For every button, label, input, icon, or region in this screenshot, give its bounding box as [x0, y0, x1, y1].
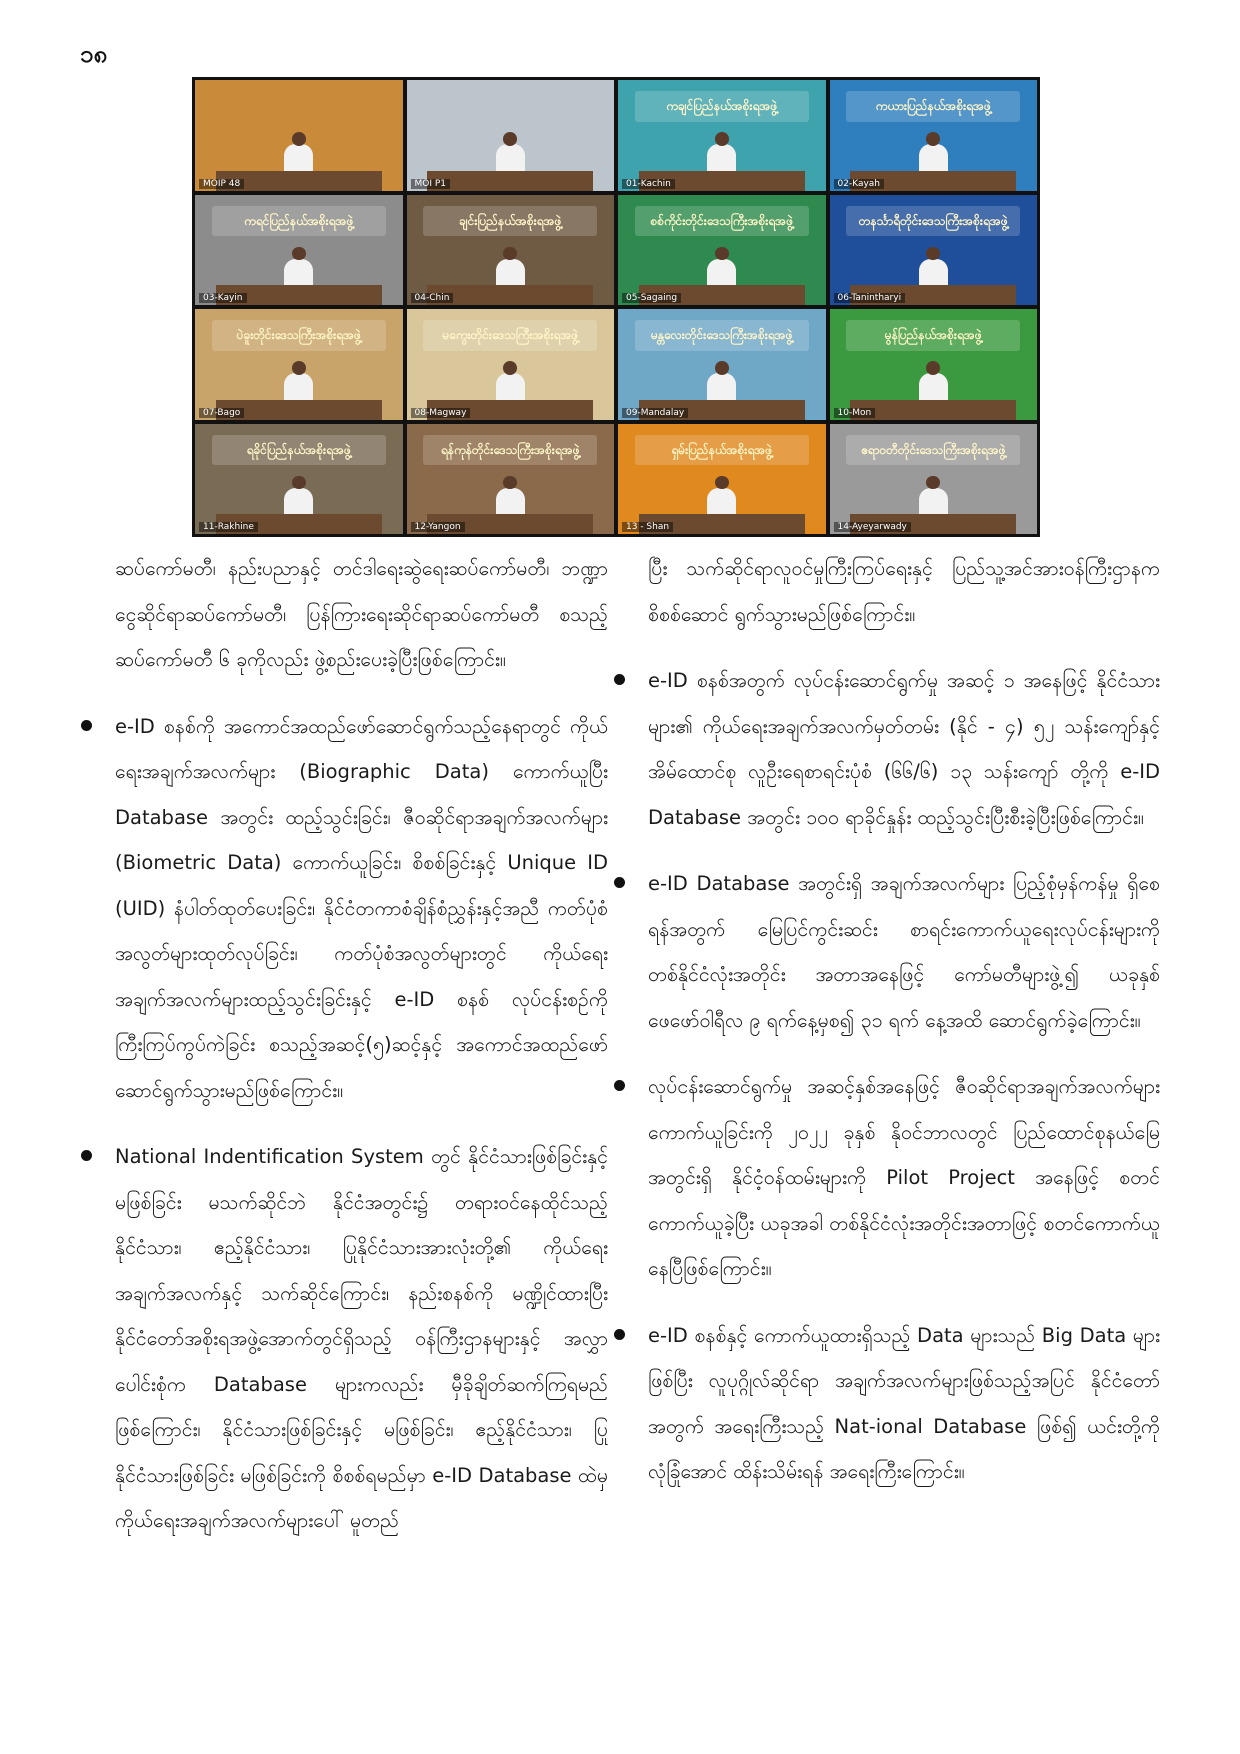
bullet-dot-icon	[614, 877, 625, 888]
tile-caption: 08-Magway	[411, 408, 471, 418]
tile-banner: စစ်ကိုင်းတိုင်းဒေသကြီးအစိုးရအဖွဲ့	[635, 206, 809, 237]
photo-tile	[195, 424, 403, 535]
official-figure-icon	[707, 373, 736, 402]
right-bullet-2	[648, 861, 1160, 1043]
official-figure-icon	[919, 373, 948, 402]
photo-tile	[618, 80, 826, 191]
tile-banner: ဧရာဝတီတိုင်းဒေသကြီးအစိုးရအဖွဲ့	[846, 435, 1020, 466]
tile-caption: 05-Sagaing	[622, 293, 681, 303]
tile-banner: ကရင်ပြည်နယ်အစိုးရအဖွဲ့	[212, 206, 386, 237]
photo-tile	[195, 195, 403, 306]
photo-tile	[618, 424, 826, 535]
tile-caption: 10-Mon	[834, 408, 876, 418]
tile-caption: 11-Rakhine	[199, 522, 258, 532]
tile-banner: ရန်ကုန်တိုင်းဒေသကြီးအစိုးရအဖွဲ့	[423, 435, 597, 466]
tile-caption: 03-Kayin	[199, 293, 247, 303]
tile-caption: MOI P1	[411, 179, 451, 189]
tile-caption: MOIP 48	[199, 179, 244, 189]
tile-banner: တနင်္သာရီတိုင်းဒေသကြီးအစိုးရအဖွဲ့	[846, 206, 1020, 237]
right-continuation-paragraph: ပြီး သက်ဆိုင်ရာလူဝင်မှုကြီးကြပ်ရေးနှင့် ပြည်သူ့အင်အားဝန်ကြီးဌာနက စိစစ်ဆောင် ရွက်သွားမည်ဖြစ်ကြောင်း။	[648, 557, 1160, 626]
bullet-text: e-ID စနစ်ကို အကောင်အထည်ဖော်ဆောင်ရွက်သည့်နေရာတွင် ကိုယ်ရေးအချက်အလက်များ (Biographic Data) ကောက်ယူပြီး Database အတွင်း ထည့်သွင်းခြင်း၊ ဇီဝဆိုင်ရာအချက်အလက်များ (Biometric Data) ကောက်ယူခြင်း၊ စိစစ်ခြင်းနှင့် Unique ID (UID) နံပါတ်ထုတ်ပေးခြင်း၊ နိုင်ငံတကာစံချိန်စံညွှန်းနှင့်အညီ ကတ်ပုံစံအလွတ်များထုတ်လုပ်ခြင်း၊ ကတ်ပုံစံအလွတ်များတွင် ကိုယ်ရေးအချက်အလက်များထည့်သွင်းခြင်းနှင့် e-ID စနစ် လုပ်ငန်းစဉ်ကိုကြီးကြပ်ကွပ်ကဲခြင်း စသည့်အဆင့်(၅)ဆင့်နှင့် အကောင်အထည်ဖော်ဆောင်ရွက်သွားမည်ဖြစ်ကြောင်း။	[115, 714, 608, 1102]
official-figure-icon	[707, 259, 736, 288]
official-figure-icon	[919, 488, 948, 517]
photo-tile	[830, 195, 1038, 306]
official-figure-icon	[284, 488, 313, 517]
bullet-dot-icon	[81, 720, 92, 731]
right-bullet-1	[648, 658, 1160, 840]
official-figure-icon	[284, 144, 313, 173]
tile-caption: 14-Ayeyarwady	[834, 522, 911, 532]
video-conference-photo	[192, 77, 1040, 537]
official-figure-icon	[919, 144, 948, 173]
official-figure-icon	[707, 488, 736, 517]
bullet-text: e-ID Database အတွင်းရှိ အချက်အလက်များ ပြည့်စုံမှန်ကန်မှု ရှိစေရန်အတွက် မြေပြင်ကွင်းဆင်း စာရင်းကောက်ယူရေးလုပ်ငန်းများကို တစ်နိုင်ငံလုံးအတိုင်း အတာအနေဖြင့် ကော်မတီများဖွဲ့၍ ယခုနှစ် ဖေဖော်ဝါရီလ ၉ ရက်နေ့မှစ၍ ၃၁ ရက် နေ့အထိ ဆောင်ရွက်ခဲ့ကြောင်း။	[648, 872, 1160, 1032]
photo-tile	[830, 309, 1038, 420]
official-figure-icon	[284, 259, 313, 288]
left-continuation-paragraph: ဆပ်ကော်မတီ၊ နည်းပညာနှင့် တင်ဒါရေးဆွဲရေးဆပ်ကော်မတီ၊ ဘဏ္ဍာငွေဆိုင်ရာဆပ်ကော်မတီ၊ ပြန်ကြားရေးဆိုင်ရာဆပ်ကော်မတီ စသည့် ဆပ်ကော်မတီ ၆ ခုကိုလည်း ဖွဲ့စည်းပေးခဲ့ပြီးဖြစ်ကြောင်း။	[115, 557, 608, 671]
bullet-dot-icon	[81, 1150, 92, 1161]
tile-caption: 12-Yangon	[411, 522, 465, 532]
tile-banner: ရခိုင်ပြည်နယ်အစိုးရအဖွဲ့	[212, 435, 386, 466]
right-bullet-3	[648, 1064, 1160, 1292]
right-column	[648, 546, 1160, 1516]
tile-caption: 09-Mandalay	[622, 408, 688, 418]
photo-tile	[407, 80, 615, 191]
tile-banner: မန္တလေးတိုင်းဒေသကြီးအစိုးရအဖွဲ့	[635, 320, 809, 351]
left-column	[115, 546, 608, 1565]
page-number: ၁၈	[80, 40, 108, 68]
official-figure-icon	[496, 488, 525, 517]
tile-banner: မကွေးတိုင်းဒေသကြီးအစိုးရအဖွဲ့	[423, 320, 597, 351]
tile-caption: 13 - Shan	[622, 522, 673, 532]
photo-tile	[195, 80, 403, 191]
official-figure-icon	[284, 373, 313, 402]
right-bullet-4	[648, 1313, 1160, 1495]
photo-tile	[407, 424, 615, 535]
bullet-text: e-ID စနစ်နှင့် ကောက်ယူထားရှိသည့် Data များသည် Big Data များဖြစ်ပြီး လူပုဂ္ဂိုလ်ဆိုင်ရာ အချက်အလက်များဖြစ်သည့်အပြင် နိုင်ငံတော်အတွက် အရေးကြီးသည့် Nat-ional Database ဖြစ်၍ ယင်းတို့ကို လုံခြုံအောင် ထိန်းသိမ်းရန် အရေးကြီးကြောင်း။	[648, 1323, 1160, 1483]
official-figure-icon	[496, 373, 525, 402]
tile-banner: မွန်ပြည်နယ်အစိုးရအဖွဲ့	[846, 320, 1020, 351]
bullet-dot-icon	[614, 674, 625, 685]
official-figure-icon	[496, 144, 525, 173]
bullet-text: လုပ်ငန်းဆောင်ရွက်မှု အဆင့်နှစ်အနေဖြင့် ဇီဝဆိုင်ရာအချက်အလက်များ ကောက်ယူခြင်းကို ၂၀၂၂ ခုနှစ် နိုဝင်ဘာလတွင် ပြည်ထောင်စုနယ်မြေအတွင်းရှိ နိုင်ငံ့ဝန်ထမ်းများကို Pilot Project အနေဖြင့် စတင်ကောက်ယူခဲ့ပြီး ယခုအခါ တစ်နိုင်ငံလုံးအတိုင်းအတာဖြင့် စတင်ကောက်ယူနေပြီဖြစ်ကြောင်း။	[648, 1075, 1160, 1280]
tile-caption: 02-Kayah	[834, 179, 885, 189]
tile-banner: ပဲခူးတိုင်းဒေသကြီးအစိုးရအဖွဲ့	[212, 320, 386, 351]
photo-tile	[195, 309, 403, 420]
tile-caption: 04-Chin	[411, 293, 454, 303]
bullet-dot-icon	[614, 1080, 625, 1091]
photo-tile	[830, 80, 1038, 191]
official-figure-icon	[919, 259, 948, 288]
tile-caption: 01-Kachin	[622, 179, 675, 189]
tile-banner: ကချင်ပြည်နယ်အစိုးရအဖွဲ့	[635, 91, 809, 122]
left-bullet-2	[115, 1134, 608, 1544]
official-figure-icon	[496, 259, 525, 288]
photo-tile	[407, 309, 615, 420]
tile-banner: ချင်းပြည်နယ်အစိုးရအဖွဲ့	[423, 206, 597, 237]
photo-tile	[618, 195, 826, 306]
tile-banner: ရှမ်းပြည်နယ်အစိုးရအဖွဲ့	[635, 435, 809, 466]
bullet-text: National Indentification System တွင် နိုင်ငံသားဖြစ်ခြင်းနှင့် မဖြစ်ခြင်း မသက်ဆိုင်ဘဲ နိုင်ငံအတွင်း၌ တရားဝင်နေထိုင်သည့် နိုင်ငံသား၊ ဧည့်နိုင်ငံသား၊ ပြုနိုင်ငံသားအားလုံးတို့၏ ကိုယ်ရေးအချက်အလက်နှင့် သက်ဆိုင်ကြောင်း၊ နည်းစနစ်ကို မဏ္ဍိုင်ထားပြီး နိုင်ငံတော်အစိုးရအဖွဲ့အောက်တွင်ရှိသည့် ဝန်ကြီးဌာနများနှင့် အလွှာပေါင်းစုံက Database များကလည်း မှီခိုချိတ်ဆက်ကြရမည်ဖြစ်ကြောင်း၊ နိုင်ငံသားဖြစ်ခြင်းနှင့် မဖြစ်ခြင်း၊ ဧည့်နိုင်ငံသား၊ ပြုနိုင်ငံသားဖြစ်ခြင်း မဖြစ်ခြင်းကို စိစစ်ရမည်မှာ e-ID Database ထဲမှ ကိုယ်ရေးအချက်အလက်များပေါ် မူတည်	[115, 1145, 608, 1532]
bullet-dot-icon	[614, 1329, 625, 1340]
left-bullet-1	[115, 704, 608, 1114]
photo-tile	[618, 309, 826, 420]
tile-caption: 07-Bago	[199, 408, 244, 418]
photo-tile	[407, 195, 615, 306]
bullet-text: e-ID စနစ်အတွက် လုပ်ငန်းဆောင်ရွက်မှု အဆင့် ၁ အနေဖြင့် နိုင်ငံသားများ၏ ကိုယ်ရေးအချက်အလက်မှတ်တမ်း (နိုင် - ၄) ၅၂ သန်းကျော်နှင့် အိမ်ထောင်စု လူဦးရေစာရင်းပုံစံ (၆၆/၆) ၁၃ သန်းကျော် တို့ကို e-ID Database အတွင်း ၁၀၀ ရာခိုင်နှုန်း ထည့်သွင်းပြီးစီးခဲ့ပြီးဖြစ်ကြောင်း။	[648, 669, 1160, 829]
photo-tile	[830, 424, 1038, 535]
tile-caption: 06-Tanintharyi	[834, 293, 906, 303]
desk-shape	[427, 171, 593, 191]
tile-banner: ကယားပြည်နယ်အစိုးရအဖွဲ့	[846, 91, 1020, 122]
official-figure-icon	[707, 144, 736, 173]
